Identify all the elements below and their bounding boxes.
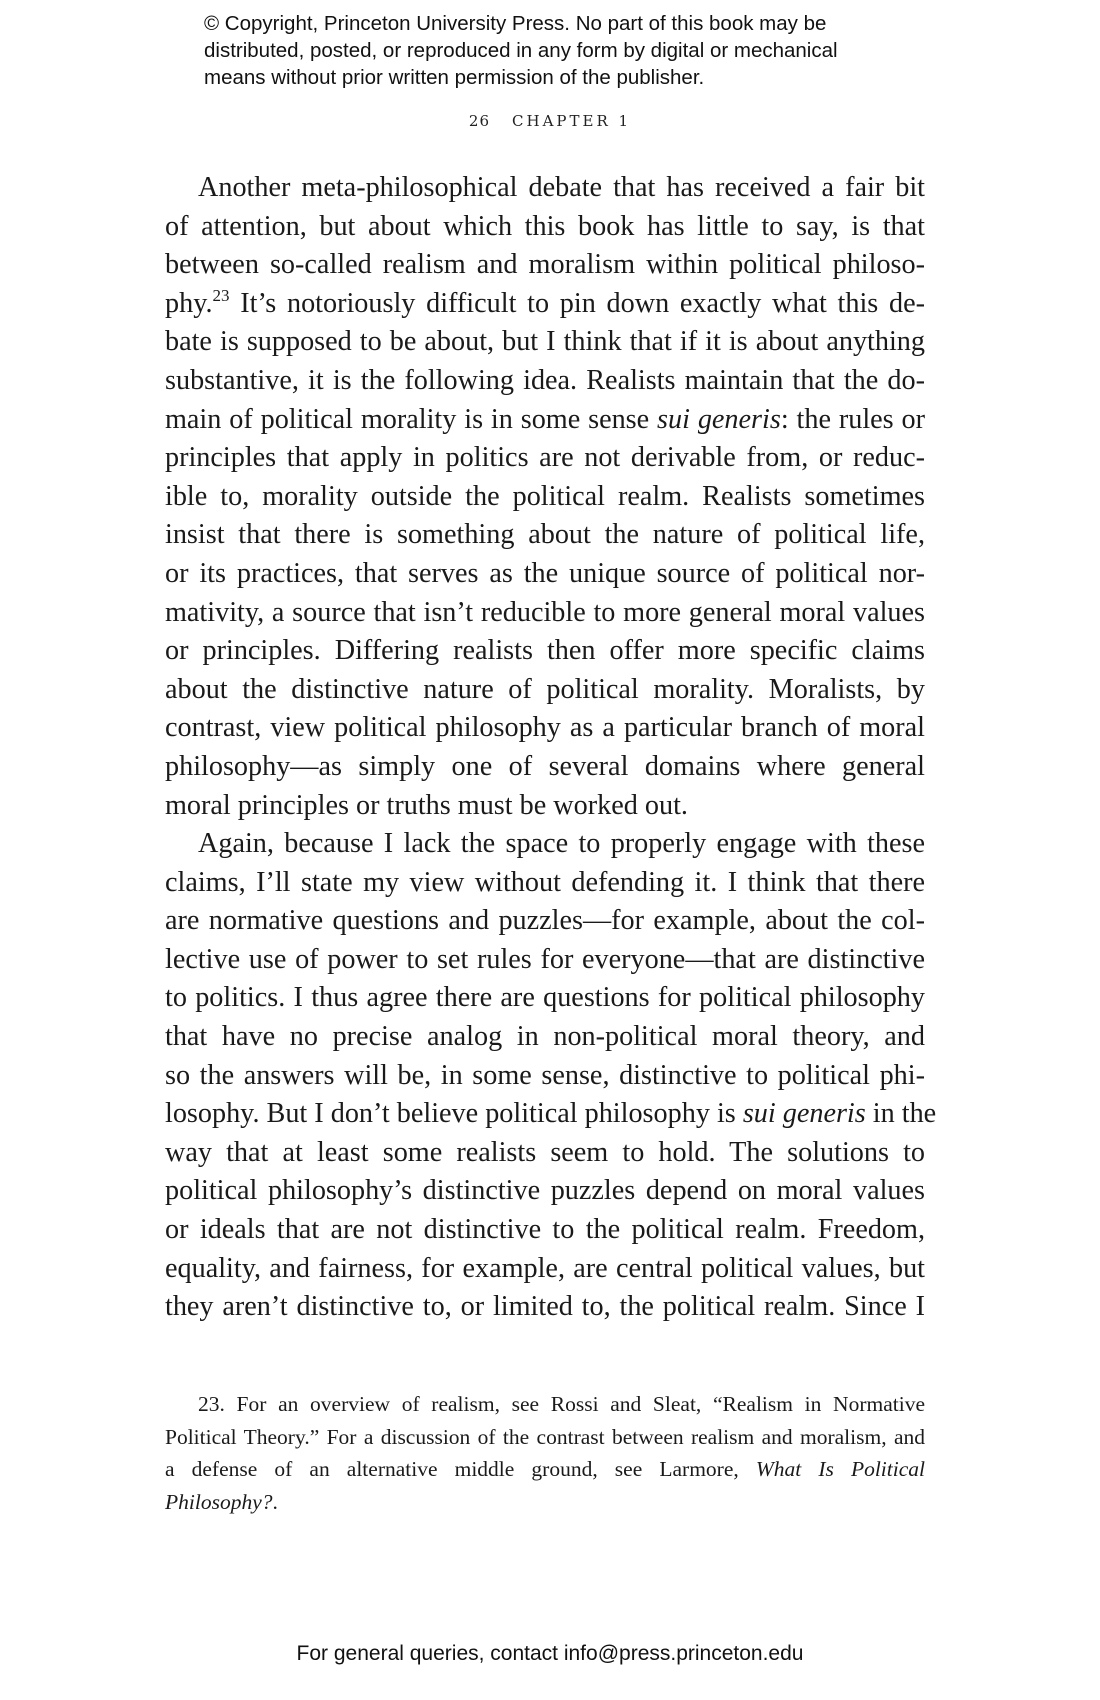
text-fragment: in the <box>865 1098 937 1130</box>
text-line <box>165 401 925 440</box>
paragraph <box>165 825 937 1327</box>
copyright-notice <box>204 10 924 91</box>
text-line: Again, because I lack the space to properly engage with these <box>198 828 925 860</box>
copyright-line: means without prior written permission of the publisher. <box>204 66 705 89</box>
running-head <box>0 112 1100 130</box>
text-line: principles that apply in politics are not derivable from, or reduc- <box>165 442 925 474</box>
footnote-line: 23. For an overview of realism, see Rossi and Sleat, “Realism in Normative <box>198 1392 925 1416</box>
footnote-line <box>165 1453 925 1486</box>
text-line: or principles. Differing realists then offer more specific claims <box>165 635 925 667</box>
text-line: substantive, it is the following idea. Realists maintain that the do- <box>165 364 925 396</box>
italic-title: What Is Political <box>755 1457 925 1481</box>
text-line: claims, I’ll state my view without defending it. I think that there <box>165 866 925 898</box>
text-line: so the answers will be, in some sense, distinctive to political phi- <box>165 1059 925 1091</box>
text-line: of attention, but about which this book has little to say, is that <box>165 210 925 242</box>
italic-term: sui generis <box>657 403 781 435</box>
text-line: to politics. I thus agree there are questions for political philosophy <box>165 982 925 1014</box>
text-fragment: a defense of an alternative middle ground, see Larmore, <box>165 1457 756 1481</box>
text-line: contrast, view political philosophy as a particular branch of moral <box>165 712 925 744</box>
text-line: lective use of power to set rules for everyone—that are distinctive <box>165 943 925 975</box>
text-line: mativity, a source that isn’t reducible to more general moral values <box>165 596 925 628</box>
text-line: Another meta-philosophical debate that has received a fair bit <box>198 172 925 203</box>
contact-footer: For general queries, contact info@press.princeton.edu <box>296 1642 804 1665</box>
chapter-label: CHAPTER 1 <box>512 112 632 130</box>
text-line: or ideals that are not distinctive to the political realm. Freedom, <box>165 1214 925 1246</box>
text-line: are normative questions and puzzles—for example, about the col- <box>165 905 925 937</box>
text-line: between so-called realism and moralism within political philoso- <box>165 249 925 281</box>
text-line: moral principles or truths must be worked out. <box>165 789 688 821</box>
text-line: or its practices, that serves as the unique source of political nor- <box>165 557 925 589</box>
text-line <box>165 1095 937 1134</box>
main-text <box>165 169 937 1327</box>
text-fragment: main of political morality is in some sense <box>165 403 658 435</box>
paragraph <box>165 169 925 825</box>
copyright-line: distributed, posted, or reproduced in any form by digital or mechanical <box>204 39 838 62</box>
text-line: political philosophy’s distinctive puzzles depend on moral values <box>165 1175 925 1207</box>
footnote-line <box>165 1486 925 1519</box>
text-fragment: It’s notoriously difficult to pin down exactly what this de- <box>229 287 925 319</box>
footnote-line: Political Theory.” For a discussion of the contrast between realism and moralism, and <box>165 1424 925 1449</box>
text-fragment: : the rules or <box>780 403 925 435</box>
text-line: about the distinctive nature of political morality. Moralists, by <box>165 673 925 705</box>
text-fragment: losophy. But I don’t believe political philosophy is <box>165 1098 743 1130</box>
text-line: philosophy—as simply one of several domains where general <box>165 750 925 782</box>
footnote-ref-23[interactable]: 23 <box>212 285 230 305</box>
page-number: 26 <box>468 112 491 130</box>
text-line: bate is supposed to be about, but I think that if it is about anything <box>165 326 925 358</box>
text-line: way that at least some realists seem to hold. The solutions to <box>165 1136 925 1168</box>
text-fragment: phy. <box>165 287 213 319</box>
text-line: that have no precise analog in non-political moral theory, and <box>165 1021 925 1053</box>
text-line: equality, and fairness, for example, are central political values, but <box>165 1252 925 1284</box>
text-line: they aren’t distinctive to, or limited to, the political realm. Since I <box>165 1291 925 1323</box>
footnote-23 <box>165 1388 925 1518</box>
text-fragment: . <box>272 1489 278 1514</box>
text-line <box>165 285 925 324</box>
italic-term: sui generis <box>742 1098 866 1130</box>
copyright-line: © Copyright, Princeton University Press. No part of this book may be <box>204 12 827 35</box>
text-line: ible to, morality outside the political realm. Realists sometimes <box>165 480 925 512</box>
text-line: insist that there is something about the nature of political life, <box>165 519 925 551</box>
italic-title: Philosophy? <box>165 1489 273 1514</box>
